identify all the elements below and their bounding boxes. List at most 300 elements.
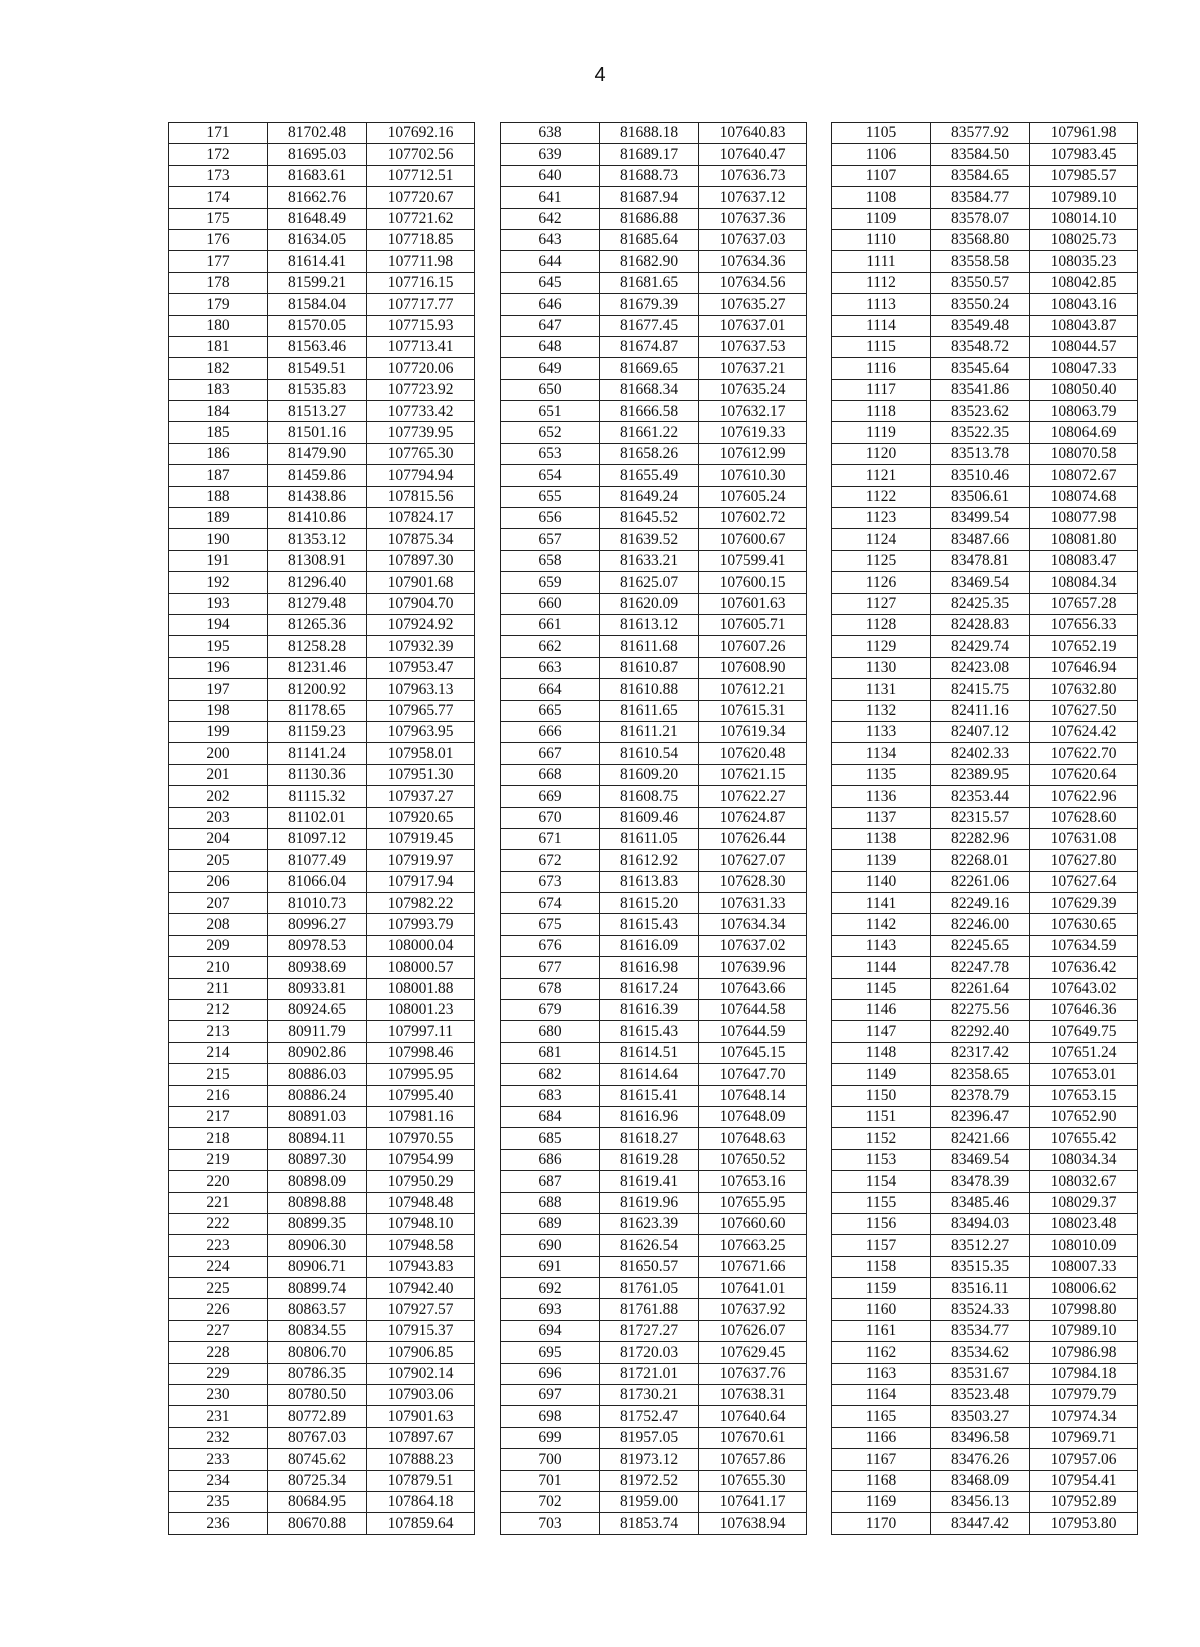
table-row [832,508,1138,529]
table-row [501,614,807,635]
x-coordinate-cell: 83568.80 [931,229,1030,250]
point-number-cell: 642 [501,208,600,229]
table-row [169,1021,475,1042]
point-number-cell: 660 [501,593,600,614]
y-coordinate-cell: 107634.59 [1030,935,1138,956]
point-number-cell: 644 [501,251,600,272]
table-row [832,1470,1138,1491]
table-row [501,1042,807,1063]
x-coordinate-cell: 82421.66 [931,1128,1030,1149]
y-coordinate-cell: 107655.95 [699,1192,807,1213]
table-row [169,358,475,379]
y-coordinate-cell: 107644.58 [699,1000,807,1021]
x-coordinate-cell: 83550.24 [931,294,1030,315]
point-number-cell: 192 [169,572,268,593]
x-coordinate-cell: 81077.49 [268,850,367,871]
x-coordinate-cell: 81618.27 [600,1128,699,1149]
point-number-cell: 210 [169,957,268,978]
y-coordinate-cell: 107641.01 [699,1278,807,1299]
y-coordinate-cell: 107622.96 [1030,786,1138,807]
table-row [169,828,475,849]
point-number-cell: 685 [501,1128,600,1149]
table-row [501,1085,807,1106]
y-coordinate-cell: 107963.95 [367,721,475,742]
page-number: 4 [594,64,606,86]
table-row [169,764,475,785]
table-row [832,486,1138,507]
y-coordinate-cell: 107948.48 [367,1192,475,1213]
y-coordinate-cell: 107640.47 [699,144,807,165]
table-row [501,379,807,400]
point-number-cell: 1141 [832,893,931,914]
table-row [832,764,1138,785]
table-row [501,187,807,208]
point-number-cell: 1133 [832,721,931,742]
table-row [169,914,475,935]
x-coordinate-cell: 80898.88 [268,1192,367,1213]
point-number-cell: 682 [501,1064,600,1085]
y-coordinate-cell: 107950.29 [367,1171,475,1192]
point-number-cell: 1112 [832,272,931,293]
x-coordinate-cell: 80780.50 [268,1385,367,1406]
y-coordinate-cell: 107629.39 [1030,893,1138,914]
x-coordinate-cell: 81973.12 [600,1449,699,1470]
x-coordinate-cell: 83487.66 [931,529,1030,550]
y-coordinate-cell: 107879.51 [367,1470,475,1491]
table-row [832,1021,1138,1042]
point-number-cell: 1139 [832,850,931,871]
point-number-cell: 650 [501,379,600,400]
x-coordinate-cell: 81648.49 [268,208,367,229]
point-number-cell: 696 [501,1363,600,1384]
x-coordinate-cell: 81570.05 [268,315,367,336]
x-coordinate-cell: 81616.98 [600,957,699,978]
table-row [501,1406,807,1427]
y-coordinate-cell: 107733.42 [367,401,475,422]
point-number-cell: 1117 [832,379,931,400]
y-coordinate-cell: 107953.80 [1030,1513,1138,1534]
table-row [169,636,475,657]
point-number-cell: 677 [501,957,600,978]
table-row [832,1385,1138,1406]
point-number-cell: 232 [169,1427,268,1448]
x-coordinate-cell: 81296.40 [268,572,367,593]
x-coordinate-cell: 82389.95 [931,764,1030,785]
x-coordinate-cell: 83550.57 [931,272,1030,293]
table-row [832,443,1138,464]
x-coordinate-cell: 80863.57 [268,1299,367,1320]
table-row [832,1342,1138,1363]
y-coordinate-cell: 107906.85 [367,1342,475,1363]
x-coordinate-cell: 81616.09 [600,935,699,956]
point-number-cell: 191 [169,550,268,571]
y-coordinate-cell: 107715.93 [367,315,475,336]
y-coordinate-cell: 107651.24 [1030,1042,1138,1063]
point-number-cell: 188 [169,486,268,507]
table-row [169,1278,475,1299]
x-coordinate-cell: 81689.17 [600,144,699,165]
y-coordinate-cell: 107646.94 [1030,657,1138,678]
table-row [832,465,1138,486]
y-coordinate-cell: 107634.34 [699,914,807,935]
y-coordinate-cell: 107641.17 [699,1492,807,1513]
point-number-cell: 205 [169,850,268,871]
table-row [832,593,1138,614]
x-coordinate-cell: 80902.86 [268,1042,367,1063]
point-number-cell: 182 [169,358,268,379]
y-coordinate-cell: 107897.67 [367,1427,475,1448]
table-row [501,165,807,186]
x-coordinate-cell: 83478.81 [931,550,1030,571]
x-coordinate-cell: 81097.12 [268,828,367,849]
table-row [169,144,475,165]
table-row [832,572,1138,593]
y-coordinate-cell: 107637.76 [699,1363,807,1384]
table-row [832,957,1138,978]
x-coordinate-cell: 81662.76 [268,187,367,208]
y-coordinate-cell: 107824.17 [367,508,475,529]
x-coordinate-cell: 80891.03 [268,1106,367,1127]
point-number-cell: 1145 [832,978,931,999]
table-row [832,1106,1138,1127]
y-coordinate-cell: 107902.14 [367,1363,475,1384]
x-coordinate-cell: 81674.87 [600,336,699,357]
point-number-cell: 1156 [832,1213,931,1234]
point-number-cell: 1165 [832,1406,931,1427]
table-row [169,1149,475,1170]
table-row [832,379,1138,400]
table-row [832,315,1138,336]
y-coordinate-cell: 107702.56 [367,144,475,165]
table-row [501,1256,807,1277]
point-number-cell: 1111 [832,251,931,272]
x-coordinate-cell: 81634.05 [268,229,367,250]
table-row [501,807,807,828]
point-number-cell: 1127 [832,593,931,614]
point-number-cell: 1116 [832,358,931,379]
table-row [832,1513,1138,1534]
point-number-cell: 674 [501,893,600,914]
y-coordinate-cell: 107718.85 [367,229,475,250]
point-number-cell: 686 [501,1149,600,1170]
point-number-cell: 697 [501,1385,600,1406]
point-number-cell: 658 [501,550,600,571]
table-row [501,957,807,978]
point-number-cell: 1118 [832,401,931,422]
x-coordinate-cell: 83496.58 [931,1427,1030,1448]
x-coordinate-cell: 81610.87 [600,657,699,678]
y-coordinate-cell: 108025.73 [1030,229,1138,250]
point-number-cell: 700 [501,1449,600,1470]
x-coordinate-cell: 80767.03 [268,1427,367,1448]
y-coordinate-cell: 107904.70 [367,593,475,614]
x-coordinate-cell: 80886.03 [268,1064,367,1085]
x-coordinate-cell: 81685.64 [600,229,699,250]
x-coordinate-cell: 83534.62 [931,1342,1030,1363]
table-row [169,1320,475,1341]
y-coordinate-cell: 107632.17 [699,401,807,422]
point-number-cell: 234 [169,1470,268,1491]
table-row [501,721,807,742]
x-coordinate-cell: 81639.52 [600,529,699,550]
y-coordinate-cell: 107600.67 [699,529,807,550]
y-coordinate-cell: 107621.15 [699,764,807,785]
point-number-cell: 1170 [832,1513,931,1534]
point-number-cell: 227 [169,1320,268,1341]
table-row [169,1106,475,1127]
y-coordinate-cell: 107634.56 [699,272,807,293]
table-row [832,1299,1138,1320]
point-number-cell: 230 [169,1385,268,1406]
table-row [169,700,475,721]
x-coordinate-cell: 83531.67 [931,1363,1030,1384]
x-coordinate-cell: 81730.21 [600,1385,699,1406]
table-row [169,614,475,635]
y-coordinate-cell: 107998.46 [367,1042,475,1063]
point-number-cell: 172 [169,144,268,165]
x-coordinate-cell: 80772.89 [268,1406,367,1427]
point-number-cell: 202 [169,786,268,807]
x-coordinate-cell: 81130.36 [268,764,367,785]
y-coordinate-cell: 107639.96 [699,957,807,978]
x-coordinate-cell: 81617.24 [600,978,699,999]
point-number-cell: 175 [169,208,268,229]
x-coordinate-cell: 82429.74 [931,636,1030,657]
point-number-cell: 198 [169,700,268,721]
point-number-cell: 1153 [832,1149,931,1170]
point-number-cell: 233 [169,1449,268,1470]
table-row [832,1235,1138,1256]
x-coordinate-cell: 82396.47 [931,1106,1030,1127]
point-number-cell: 688 [501,1192,600,1213]
point-number-cell: 229 [169,1363,268,1384]
x-coordinate-cell: 81620.09 [600,593,699,614]
x-coordinate-cell: 81682.90 [600,251,699,272]
x-coordinate-cell: 81231.46 [268,657,367,678]
x-coordinate-cell: 81141.24 [268,743,367,764]
table-row [169,401,475,422]
table-row [832,828,1138,849]
table-row [169,935,475,956]
table-row [169,657,475,678]
point-number-cell: 669 [501,786,600,807]
x-coordinate-cell: 80684.95 [268,1492,367,1513]
x-coordinate-cell: 81688.18 [600,123,699,144]
table-row [501,1106,807,1127]
table-row [169,486,475,507]
point-number-cell: 213 [169,1021,268,1042]
x-coordinate-cell: 81727.27 [600,1320,699,1341]
point-number-cell: 215 [169,1064,268,1085]
point-number-cell: 219 [169,1149,268,1170]
x-coordinate-cell: 81353.12 [268,529,367,550]
x-coordinate-cell: 83584.65 [931,165,1030,186]
x-coordinate-cell: 81308.91 [268,550,367,571]
point-number-cell: 1109 [832,208,931,229]
x-coordinate-cell: 81178.65 [268,700,367,721]
table-row [169,1213,475,1234]
point-number-cell: 699 [501,1427,600,1448]
table-row [832,1213,1138,1234]
point-number-cell: 1160 [832,1299,931,1320]
x-coordinate-cell: 81459.86 [268,465,367,486]
point-number-cell: 203 [169,807,268,828]
x-coordinate-cell: 83523.48 [931,1385,1030,1406]
y-coordinate-cell: 107637.36 [699,208,807,229]
point-number-cell: 197 [169,679,268,700]
y-coordinate-cell: 107713.41 [367,336,475,357]
table-row [169,593,475,614]
point-number-cell: 1154 [832,1171,931,1192]
x-coordinate-cell: 83447.42 [931,1513,1030,1534]
point-number-cell: 179 [169,294,268,315]
y-coordinate-cell: 107942.40 [367,1278,475,1299]
x-coordinate-cell: 81265.36 [268,614,367,635]
y-coordinate-cell: 108043.87 [1030,315,1138,336]
x-coordinate-cell: 81616.96 [600,1106,699,1127]
x-coordinate-cell: 81609.46 [600,807,699,828]
y-coordinate-cell: 107670.61 [699,1427,807,1448]
x-coordinate-cell: 80745.62 [268,1449,367,1470]
x-coordinate-cell: 83510.46 [931,465,1030,486]
point-number-cell: 178 [169,272,268,293]
point-number-cell: 661 [501,614,600,635]
point-number-cell: 683 [501,1085,600,1106]
point-number-cell: 1132 [832,700,931,721]
y-coordinate-cell: 107815.56 [367,486,475,507]
y-coordinate-cell: 108064.69 [1030,422,1138,443]
point-number-cell: 1138 [832,828,931,849]
point-number-cell: 643 [501,229,600,250]
x-coordinate-cell: 82425.35 [931,593,1030,614]
y-coordinate-cell: 107637.21 [699,358,807,379]
point-number-cell: 695 [501,1342,600,1363]
point-number-cell: 1162 [832,1342,931,1363]
y-coordinate-cell: 107903.06 [367,1385,475,1406]
point-number-cell: 212 [169,1000,268,1021]
table-row [169,1171,475,1192]
point-number-cell: 1168 [832,1470,931,1491]
table-row [501,1021,807,1042]
x-coordinate-cell: 82292.40 [931,1021,1030,1042]
y-coordinate-cell: 107612.99 [699,443,807,464]
x-coordinate-cell: 81549.51 [268,358,367,379]
x-coordinate-cell: 81645.52 [600,508,699,529]
y-coordinate-cell: 107627.64 [1030,871,1138,892]
point-number-cell: 1115 [832,336,931,357]
y-coordinate-cell: 107637.53 [699,336,807,357]
y-coordinate-cell: 107989.10 [1030,1320,1138,1341]
table-row [169,1000,475,1021]
x-coordinate-cell: 81563.46 [268,336,367,357]
point-number-cell: 676 [501,935,600,956]
x-coordinate-cell: 81615.43 [600,914,699,935]
point-number-cell: 187 [169,465,268,486]
point-number-cell: 1158 [832,1256,931,1277]
point-number-cell: 691 [501,1256,600,1277]
x-coordinate-cell: 81611.21 [600,721,699,742]
x-coordinate-cell: 80786.35 [268,1363,367,1384]
point-number-cell: 196 [169,657,268,678]
table-row [501,465,807,486]
x-coordinate-cell: 81683.61 [268,165,367,186]
x-coordinate-cell: 81623.39 [600,1213,699,1234]
y-coordinate-cell: 107626.07 [699,1320,807,1341]
table-row [501,422,807,443]
point-number-cell: 1131 [832,679,931,700]
point-number-cell: 648 [501,336,600,357]
point-number-cell: 1114 [832,315,931,336]
table-row [501,1064,807,1085]
x-coordinate-cell: 82275.56 [931,1000,1030,1021]
x-coordinate-cell: 81614.64 [600,1064,699,1085]
point-number-cell: 1149 [832,1064,931,1085]
point-number-cell: 641 [501,187,600,208]
point-number-cell: 1123 [832,508,931,529]
point-number-cell: 206 [169,871,268,892]
point-number-cell: 1164 [832,1385,931,1406]
x-coordinate-cell: 81611.65 [600,700,699,721]
coordinate-table-2 [500,122,807,1535]
table-row [832,1192,1138,1213]
point-number-cell: 1159 [832,1278,931,1299]
y-coordinate-cell: 107957.06 [1030,1449,1138,1470]
point-number-cell: 1140 [832,871,931,892]
x-coordinate-cell: 81535.83 [268,379,367,400]
x-coordinate-cell: 80906.71 [268,1256,367,1277]
table-row [169,1492,475,1513]
x-coordinate-cell: 81957.05 [600,1427,699,1448]
table-row [169,1085,475,1106]
x-coordinate-cell: 81761.05 [600,1278,699,1299]
table-row [501,358,807,379]
point-number-cell: 171 [169,123,268,144]
point-number-cell: 684 [501,1106,600,1127]
point-number-cell: 189 [169,508,268,529]
point-number-cell: 672 [501,850,600,871]
x-coordinate-cell: 81612.92 [600,850,699,871]
point-number-cell: 1128 [832,614,931,635]
table-row [501,914,807,935]
table-row [832,1149,1138,1170]
y-coordinate-cell: 107901.68 [367,572,475,593]
point-number-cell: 180 [169,315,268,336]
table-row [501,443,807,464]
y-coordinate-cell: 107648.09 [699,1106,807,1127]
y-coordinate-cell: 107993.79 [367,914,475,935]
x-coordinate-cell: 83541.86 [931,379,1030,400]
x-coordinate-cell: 83577.92 [931,123,1030,144]
table-row [169,850,475,871]
table-row [501,1513,807,1534]
x-coordinate-cell: 81102.01 [268,807,367,828]
point-number-cell: 1136 [832,786,931,807]
y-coordinate-cell: 107919.97 [367,850,475,871]
table-row [169,957,475,978]
table-row [832,850,1138,871]
y-coordinate-cell: 108001.23 [367,1000,475,1021]
table-row [832,1128,1138,1149]
point-number-cell: 231 [169,1406,268,1427]
point-number-cell: 1134 [832,743,931,764]
point-number-cell: 1119 [832,422,931,443]
y-coordinate-cell: 107636.73 [699,165,807,186]
x-coordinate-cell: 81279.48 [268,593,367,614]
x-coordinate-cell: 82428.83 [931,614,1030,635]
table-row [832,123,1138,144]
point-number-cell: 679 [501,1000,600,1021]
x-coordinate-cell: 81721.01 [600,1363,699,1384]
